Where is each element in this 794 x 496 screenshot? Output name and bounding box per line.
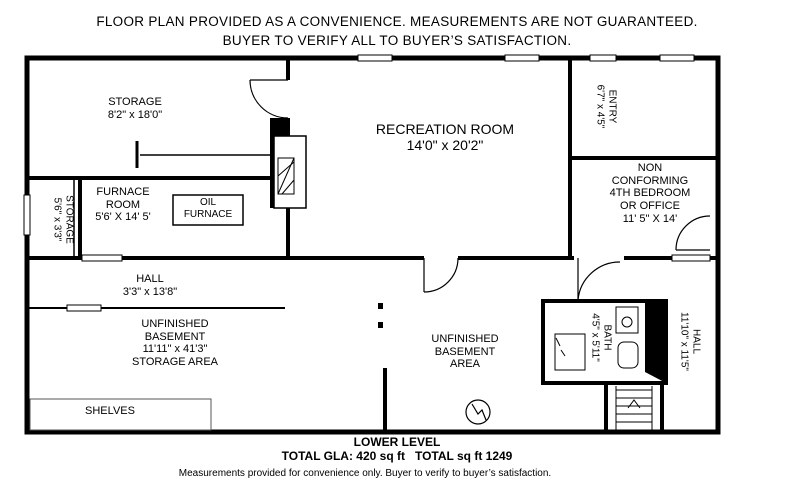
bath-dims: 4'5" x 5'11" [590,313,601,362]
fireplace-icon [270,118,306,208]
storage-top-dims: 8'2" x 18'0" [107,108,163,121]
furnace-room-dims: 5'6' X 14' 5' [95,211,151,224]
shelves-label: SHELVES [85,405,135,417]
oil-furnace-label [173,197,243,220]
support-columns [378,303,383,328]
bedroom-line-2: CONFORMING [611,174,689,187]
bedroom-dims: 11' 5" X 14' [622,212,678,225]
entry-dims: 6'7" x 4'5" [595,84,606,129]
bedroom-line-1: NON [637,162,663,174]
header-line-2: BUYER TO VERIFY ALL TO BUYER’S SATISFACTION. [222,33,572,48]
unfinished-left-line-2: BASEMENT [144,330,206,343]
storage-small-label [52,179,75,261]
recreation-room-dims: 14'0" x 20'2" [406,137,484,154]
oil-furnace-line-1: OIL [199,197,217,208]
unfinished-center-label [410,333,520,371]
furnace-room-line-1: FURNACE [96,186,150,198]
bath-label [590,303,613,373]
storage-small-dims: 5'6" x 3'3" [52,197,63,242]
bath-wall-black [645,301,666,383]
bath-name: BATH [601,324,613,351]
unfinished-center-line-2: BASEMENT [434,345,496,358]
recreation-room-name: RECREATION ROOM [375,121,515,137]
recreation-room-label [350,121,540,153]
bedroom-line-3: 4TH BEDROOM [609,187,691,200]
bedroom-label [590,162,710,225]
hall-left-name: HALL [136,273,164,285]
storage-partition [137,141,270,168]
hall-left-dims: 3'3" x 13'8" [122,285,178,298]
unfinished-center-line-1: UNFINISHED [431,333,499,345]
storage-top-label [70,96,200,121]
unfinished-left-label [105,318,245,369]
entry-name: ENTRY [606,89,618,124]
footer-level: LOWER LEVEL [353,435,441,449]
hall-right-dims: 11'10" x 11'5" [679,312,690,371]
entry-label [595,67,618,147]
footer-totals: TOTAL GLA: 420 sq ft TOTAL sq ft 1249 [281,449,513,463]
hall-right-label [679,302,702,382]
furnace-room-line-2: ROOM [105,198,141,211]
unfinished-center-line-3: AREA [450,358,480,371]
hall-left-label [90,273,210,298]
furnace-room-label [82,186,164,224]
oil-furnace-line-2: FURNACE [183,208,233,220]
unfinished-left-line-1: UNFINISHED [141,318,209,330]
unfinished-left-line-3: STORAGE AREA [132,355,218,368]
unfinished-left-dims: 11'11" x 41'3" [142,343,208,356]
footer-note: Measurements provided for convenience only. Buyer to verify to buyer’s satisfaction. [178,468,552,479]
water-heater-icon [466,400,490,424]
bedroom-line-4: OR OFFICE [620,199,680,212]
storage-small-name: STORAGE [63,195,75,244]
storage-top-name: STORAGE [108,96,162,108]
stairs [616,386,652,430]
header-line-1: FLOOR PLAN PROVIDED AS A CONVENIENCE. MEASUREMENTS ARE NOT GUARANTEED. [96,14,698,29]
hall-right-name: HALL [690,328,702,354]
